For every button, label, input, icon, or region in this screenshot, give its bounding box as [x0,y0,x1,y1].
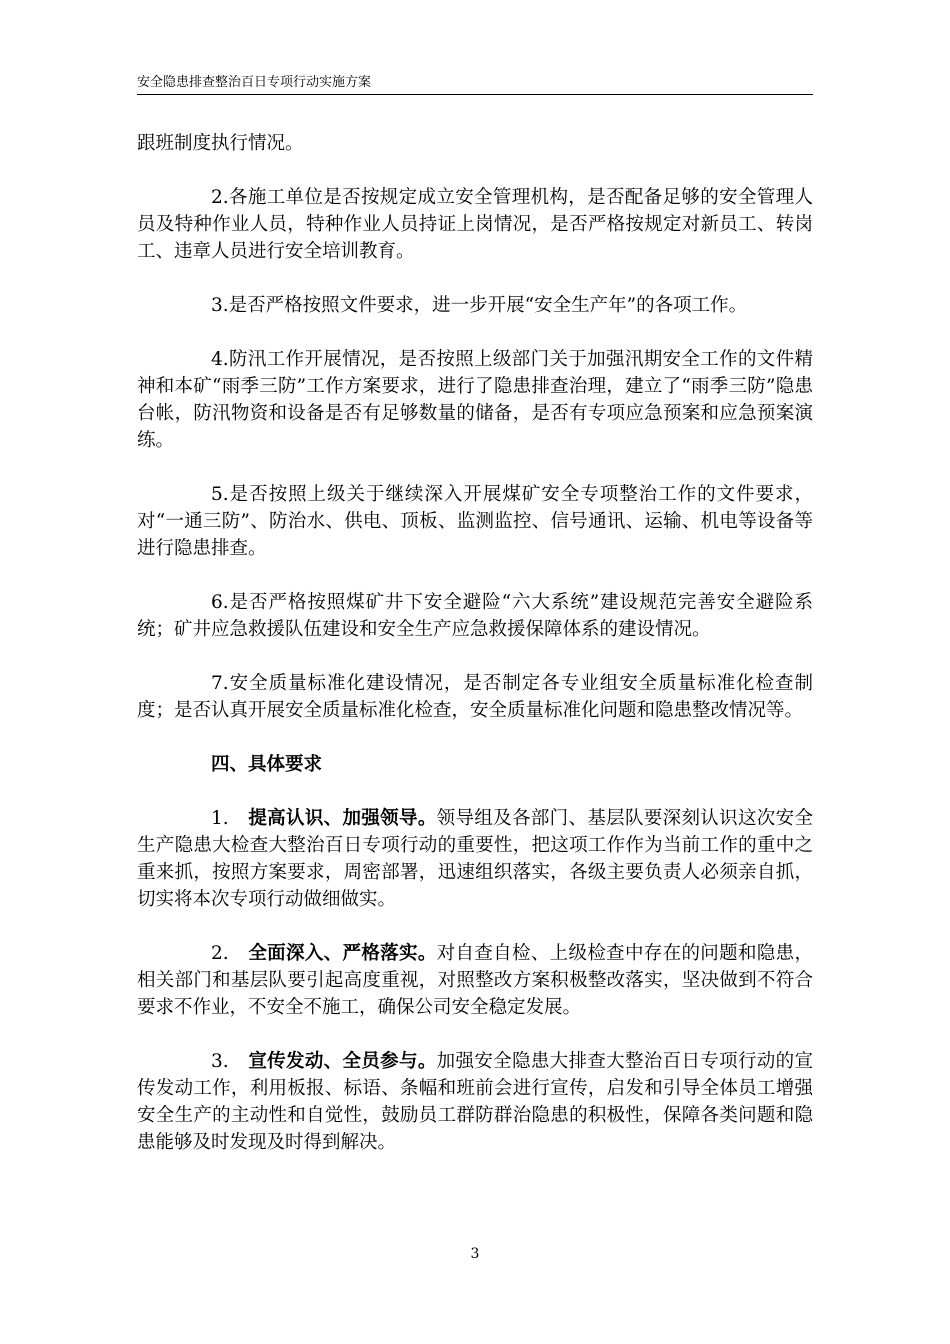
item-7 [137,670,813,724]
document-body [137,130,813,1156]
item-text: 各施工单位是否按规定成立安全管理机构，是否配备足够的安全管理人员及特种作业人员，特种作业人员持证上岗情况，是否严格按规定对新员工、转岗工、违章人员进行安全培训教育。 [137,187,813,262]
item-number: 5. [211,484,229,505]
requirement-title: 宣传发动、全员参与。 [248,1051,437,1072]
requirement-text: 对自查自检、上级检查中存在的问题和隐患，相关部门和基层队要引起高度重视，对照整改方案积极整改落实，坚决做到不符合要求不作业，不安全不施工，确保公司安全稳定发展。 [137,943,813,1018]
requirement-3 [137,1048,813,1156]
item-number: 4. [211,349,229,370]
item-number: 6. [211,592,229,613]
requirement-text: 领导组及各部门、基层队要深刻认识这次安全生产隐患大检查大整治百日专项行动的重要性，把这项工作作为当前工作的重中之重来抓，按照方案要求，周密部署，迅速组织落实，各级主要负责人必须亲自抓，切实将本次专项行动做细做实。 [137,808,813,910]
item-6 [137,589,813,643]
section-title: 具体要求 [248,754,323,775]
item-text: 是否按照上级关于继续深入开展煤矿安全专项整治工作的文件要求，对“一通三防”、防治水、供电、顶板、监测监控、信号通讯、运输、机电等设备等进行隐患排查。 [137,484,813,559]
paragraph-continuation: 跟班制度执行情况。 [137,133,304,154]
page-number: 3 [470,1246,480,1262]
requirement-1 [137,805,813,913]
requirement-title: 全面深入、严格落实。 [248,943,437,964]
requirement-2 [137,940,813,1021]
item-text: 是否严格按照文件要求，进一步开展“安全生产年”的各项工作。 [228,295,748,316]
item-5 [137,481,813,562]
requirement-text: 加强安全隐患大排查大整治百日专项行动的宣传发动工作，利用板报、标语、条幅和班前会进行宣传，启发和引导全体员工增强安全生产的主动性和自觉性，鼓励员工群防群治隐患的积极性，保障各类问题和隐患能够及时发现及时得到解决。 [137,1051,813,1153]
item-text: 是否严格按照煤矿井下安全避险“六大系统”建设规范完善安全避险系统；矿井应急救援队伍建设和安全生产应急救援保障体系的建设情况。 [137,592,813,640]
requirement-title: 提高认识、加强领导。 [248,808,437,829]
item-2 [137,184,813,265]
item-number: 3. [211,1051,229,1072]
item-number: 2. [211,943,229,964]
section-number: 四、 [211,754,249,775]
item-text: 安全质量标准化建设情况，是否制定各专业组安全质量标准化检查制度；是否认真开展安全质量标准化检查，安全质量标准化问题和隐患整改情况等。 [137,673,813,721]
item-3 [137,292,813,319]
item-number: 1. [211,808,229,829]
item-number: 2. [211,187,229,208]
header-title: 安全隐患排查整治百日专项行动实施方案 [137,75,372,90]
item-number: 7. [211,673,229,694]
page-header [137,74,813,95]
section-heading [137,751,813,778]
item-number: 3. [211,295,229,316]
item-4 [137,346,813,454]
item-text: 防汛工作开展情况，是否按照上级部门关于加强汛期安全工作的文件精神和本矿“雨季三防”工作方案要求，进行了隐患排查治理，建立了“雨季三防”隐患台帐，防汛物资和设备是否有足够数量的储备，是否有专项应急预案和应急预案演练。 [137,349,813,451]
